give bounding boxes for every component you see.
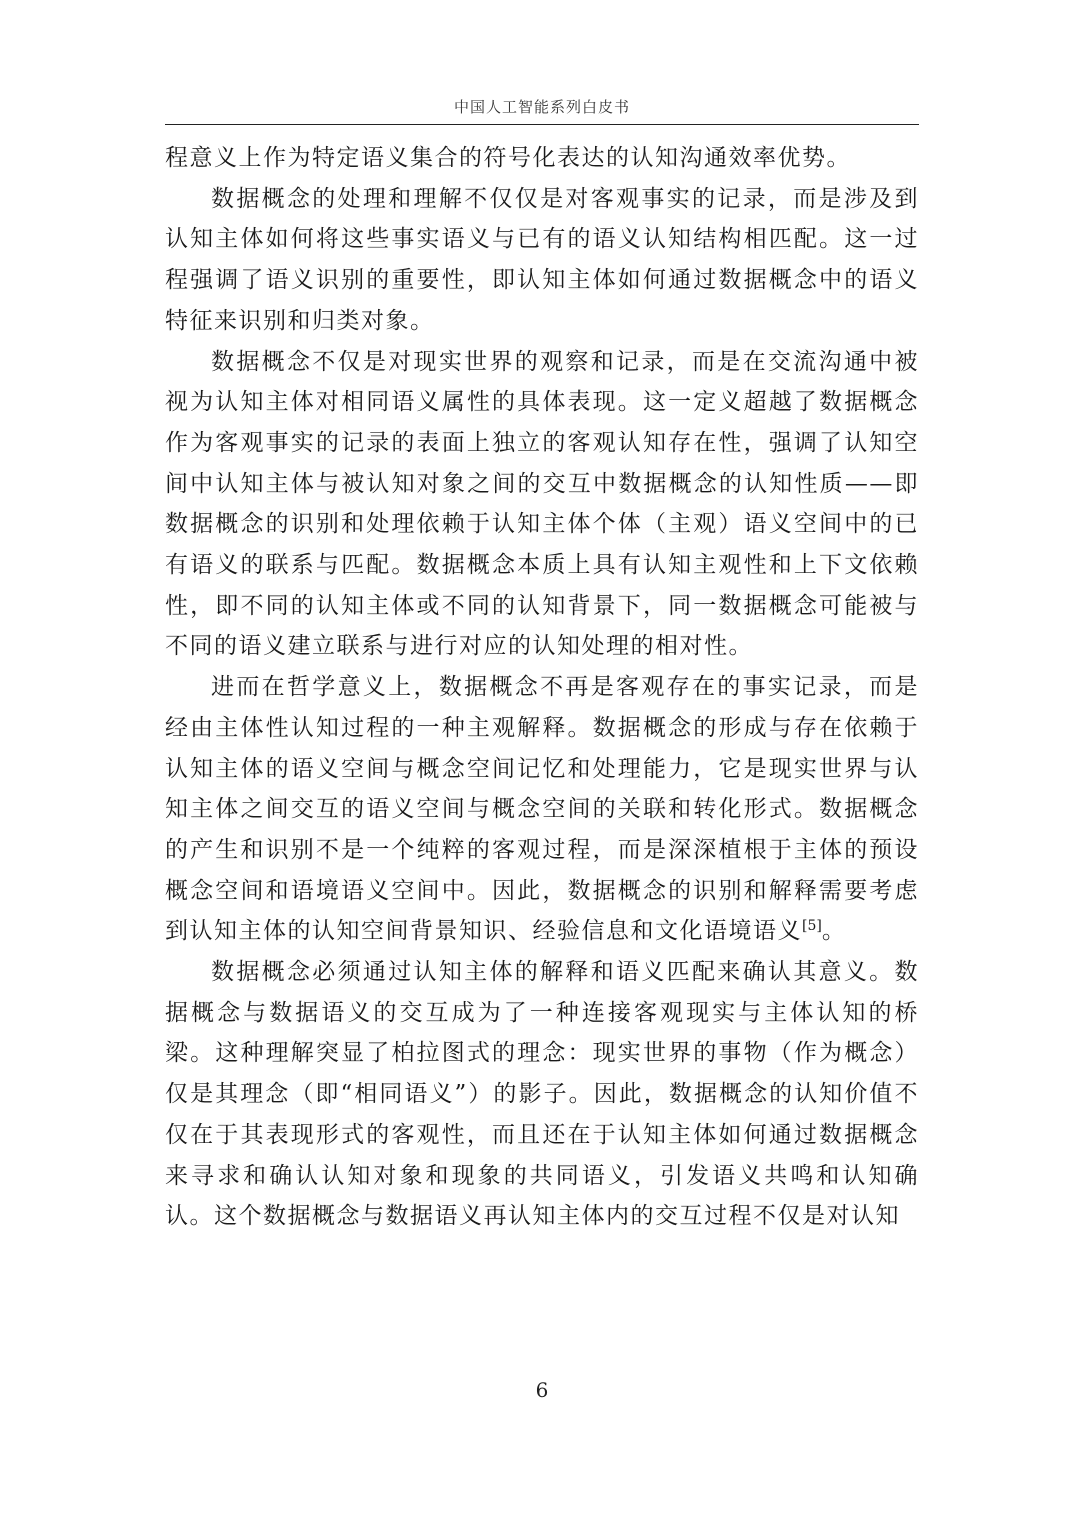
- running-header: 中国人工智能系列白皮书: [453, 98, 630, 116]
- citation-reference: [5]: [802, 918, 822, 935]
- paragraph-tail: 。: [821, 918, 847, 945]
- body-text: [165, 138, 919, 1237]
- page-number: 6: [535, 1378, 549, 1402]
- paragraph-continuation: 程意义上作为特定语义集合的符号化表达的认知沟通效率优势。: [165, 145, 851, 171]
- paragraph: 数据概念不仅是对现实世界的观察和记录，而是在交流沟通中被视为认知主体对相同语义属性的具体表现。这一定义超越了数据概念作为客观事实的记录的表面上独立的客观认知存在性，强调了认知空间中认知主体与被认知对象之间的交互中数据概念的认知性质——即数据概念的识别和处理依赖于认知主体个体（主观）语义空间中的已有语义的联系与匹配。数据概念本质上具有认知主观性和上下文依赖性，即不同的认知主体或不同的认知背景下，同一数据概念可能被与不同的语义建立联系与进行对应的认知处理的相对性。: [165, 348, 919, 660]
- header-divider: [165, 124, 919, 125]
- paragraph: 数据概念的处理和理解不仅仅是对客观事实的记录，而是涉及到认知主体如何将这些事实语义与已有的语义认知结构相匹配。这一过程强调了语义识别的重要性，即认知主体如何通过数据概念中的语义特征来识别和归类对象。: [165, 185, 919, 334]
- paragraph-with-citation: [165, 667, 919, 952]
- paragraph-text: 进而在哲学意义上，数据概念不再是客观存在的事实记录，而是经由主体性认知过程的一种主观解释。数据概念的形成与存在依赖于认知主体的语义空间与概念空间记忆和处理能力，它是现实世界与认知主体之间交互的语义空间与概念空间的关联和转化形式。数据概念的产生和识别不是一个纯粹的客观过程，而是深深植根于主体的预设概念空间和语境语义空间中。因此，数据概念的识别和解释需要考虑到认知主体的认知空间背景知识、经验信息和文化语境语义: [165, 674, 919, 945]
- paragraph: 数据概念必须通过认知主体的解释和语义匹配来确认其意义。数据概念与数据语义的交互成为了一种连接客观现实与主体认知的桥梁。这种理解突显了柏拉图式的理念：现实世界的事物（作为概念）仅是其理念（即“相同语义”）的影子。因此，数据概念的认知价值不仅在于其表现形式的客观性，而且还在于认知主体如何通过数据概念来寻求和确认认知对象和现象的共同语义，引发语义共鸣和认知确认。这个数据概念与数据语义再认知主体内的交互过程不仅是对认知: [165, 959, 919, 1230]
